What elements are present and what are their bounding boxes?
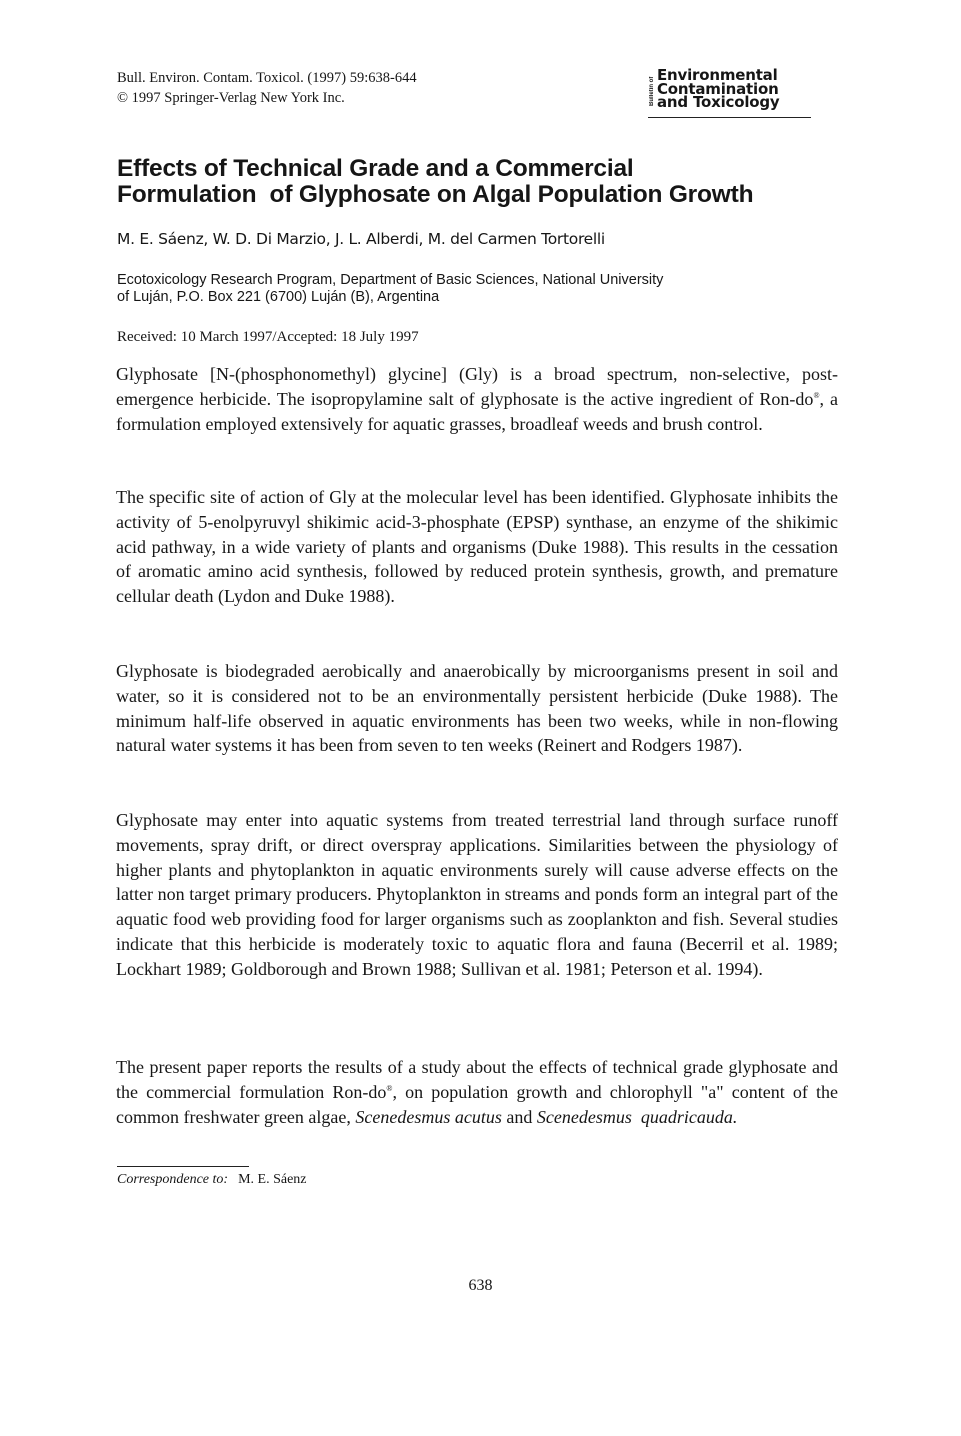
copyright-line: © 1997 Springer-Verlag New York Inc. [117,90,345,106]
correspondence-footnote [117,1171,307,1189]
journal-logo-prefix: Bulletin of [649,76,655,106]
journal-logo-line: and Toxicology [657,93,780,111]
citation-block [117,68,417,108]
body-paragraph: Glyphosate is biodegraded aerobically and anaerobically by microorganisms present in soil and water, so it is considered not to be an environmentally persistent herbicide (Duke 1988). The minimum half-life observed in aquatic environments has been two weeks, while in non-flowing natural water systems it has been from seven to ten weeks (Reinert and Rodgers 1987). [116,661,838,756]
affiliation [117,272,817,306]
title-line: Formulation of Glyphosate on Algal Population Growth [117,181,754,208]
species-name: Scenedesmus quadricauda. [536,1106,738,1127]
affiliation-line: Ecotoxicology Research Program, Department of Basic Sciences, National University [117,272,664,288]
journal-logo-line: Contamination [657,79,779,98]
page-number: 638 [468,1277,493,1294]
body-paragraph: The present paper reports the results of a study about the effects of technical grade glyphosate and the commercial formulation Ron-do®, on population growth and chlorophyll "a" content of the common freshwater green algae, Scenedesmus acutus and Scenedesmus quadricauda. [116,1057,838,1127]
journal-logo [648,68,811,118]
journal-logo-rule [648,117,811,119]
author-list: M. E. Sáenz, W. D. Di Marzio, J. L. Alberdi, M. del Carmen Tortorelli [117,230,605,248]
body-paragraph: Glyphosate [N-(phosphonomethyl) glycine] (Gly) is a broad spectrum, non-selective, post-emergence herbicide. The isopropylamine salt of glyphosate is the active ingredient of Ron-do®, a formulation employed extensively for aquatic grasses, broadleaf weeds and brush control. [116,364,838,434]
footnote-rule [117,1166,249,1167]
affiliation-line: of Luján, P.O. Box 221 (6700) Luján (B), Argentina [117,289,440,305]
received-dates: Received: 10 March 1997/Accepted: 18 July 1997 [117,329,419,345]
article-title [117,156,847,208]
journal-logo-line: Environmental [657,66,778,84]
registered-mark: ® [813,390,820,400]
body-paragraph: The specific site of action of Gly at the molecular level has been identified. Glyphosate inhibits the activity of 5-enolpyruvyl shikimic acid-3-phosphate (EPSP) synthase, an enzyme of the shikimic acid pathway, in a wide variety of plants and organisms (Duke 1988). This results in the cessation of aromatic amino acid synthesis, followed by reduced protein synthesis, growth, and premature cellular death (Lydon and Duke 1988). [116,487,838,607]
correspondence-name: M. E. Sáenz [238,1172,307,1187]
species-name: Scenedesmus acutus [355,1106,502,1127]
registered-mark: ® [386,1083,393,1093]
correspondence-label: Correspondence to: [117,1172,229,1187]
body-paragraph: Glyphosate may enter into aquatic systems from treated terrestrial land through surface runoff movements, spray drift, or direct overspray applications. Similarities between the physiology of higher plants and phytoplankton in aquatic environments surely will cause adverse effects on the latter non target primary producers. Phytoplankton in streams and ponds form an integral part of the aquatic food web providing food for larger organisms such as zooplankton and fish. Several studies indicate that this herbicide is moderately toxic to aquatic flora and fauna (Becerril et al. 1989; Lockhart 1989; Goldborough and Brown 1988; Sullivan et al. 1981; Peterson et al. 1994). [116,810,838,979]
citation-line: Bull. Environ. Contam. Toxicol. (1997) 59:638-644 [117,70,417,86]
title-line: Effects of Technical Grade and a Commercial [117,155,634,182]
